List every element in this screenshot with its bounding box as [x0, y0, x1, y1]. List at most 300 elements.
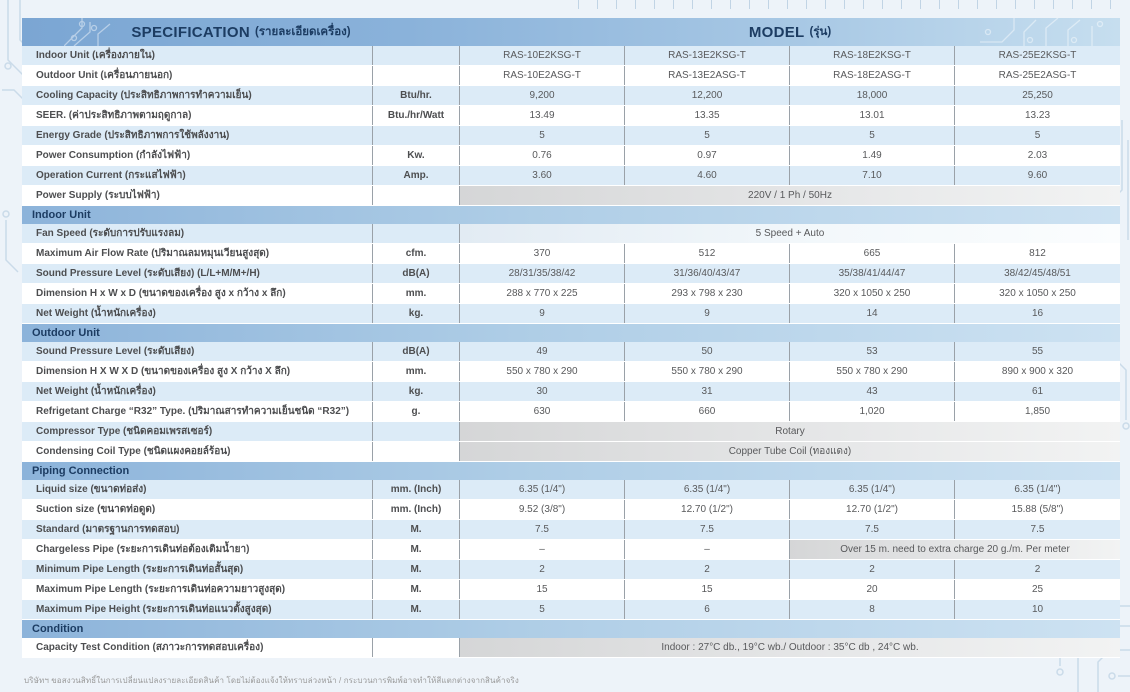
- value-cell|values.0: [460, 284, 625, 303]
- value-cell|values.3: [955, 480, 1120, 499]
- value-cell-text: 9: [704, 308, 710, 319]
- value-cell-text: 320 x 1050 x 250: [833, 288, 911, 299]
- value-cell-text: 31/36/40/43/47: [673, 268, 741, 279]
- unit-cell|unit: [373, 304, 460, 323]
- value-cell-text: 5: [869, 130, 875, 141]
- value-cell-text: 49: [536, 346, 548, 357]
- value-cell|values.1: [625, 342, 790, 361]
- value-cell|values.0: [460, 560, 625, 579]
- unit-cell|unit: [373, 480, 460, 499]
- model-title: MODEL: [748, 23, 805, 41]
- unit-cell-text: M.: [410, 604, 422, 615]
- value-cell-text: 10: [1031, 604, 1044, 615]
- value-cell-text: 5: [539, 130, 545, 141]
- value-cell-text: 8: [869, 604, 875, 615]
- value-cell|values.0: [460, 382, 625, 401]
- unit-cell|unit: [373, 166, 460, 185]
- value-cell-text: 53: [866, 346, 878, 357]
- header-circuit-icon-right: [980, 18, 1110, 46]
- value-cell|values.2: [790, 106, 955, 125]
- unit-cell|unit: [373, 500, 460, 519]
- value-cell-text: 31: [701, 386, 713, 397]
- row-label|label: [22, 638, 373, 657]
- unit-cell-text: Btu./hr/Watt: [387, 110, 445, 121]
- value-cell|values.1: [625, 264, 790, 283]
- value-cell|values.2: [790, 362, 955, 381]
- table-row: [22, 422, 1120, 442]
- row-label|label: [22, 520, 373, 539]
- value-cell|values.3: [955, 126, 1120, 145]
- row-label-text: Net Weight (น้ำหนักเครื่อง): [36, 386, 156, 397]
- merged-value-cell|merged: [460, 638, 1120, 657]
- row-label-text: Sound Pressure Level (ระดับเสียง): [36, 346, 195, 357]
- value-cell-text: 7.5: [700, 524, 714, 535]
- table-row: [22, 126, 1120, 146]
- row-label|label: [22, 126, 373, 145]
- row-label-text: Capacity Test Condition (สภาวะการทดสอบเครื่อง): [36, 642, 264, 653]
- value-cell|values.1: [625, 382, 790, 401]
- unit-cell|unit: [373, 46, 460, 65]
- value-cell-text: 30: [536, 386, 548, 397]
- value-cell-text: –: [704, 544, 710, 555]
- value-cell|values.0: [460, 264, 625, 283]
- unit-cell|unit: [373, 284, 460, 303]
- table-row: [22, 520, 1120, 540]
- table-row: [22, 284, 1120, 304]
- value-cell-text: 43: [866, 386, 878, 397]
- table-row: [22, 540, 1120, 560]
- unit-cell-text: dB(A): [402, 346, 430, 357]
- value-cell-text: 6.35 (1/4"): [683, 484, 731, 495]
- value-cell-text: 55: [1031, 346, 1044, 357]
- row-label|label: [22, 560, 373, 579]
- table-row: [22, 480, 1120, 500]
- value-cell-text: 812: [1029, 248, 1046, 259]
- value-cell-text: –: [539, 544, 545, 555]
- table-row: [22, 224, 1120, 244]
- value-cell|values.1: [625, 126, 790, 145]
- unit-cell-text: dB(A): [402, 268, 430, 279]
- value-cell-text: 6: [704, 604, 710, 615]
- value-cell-text: 35/38/41/44/47: [838, 268, 906, 279]
- value-cell|values.1: [625, 66, 790, 85]
- value-cell|values.0: [460, 480, 625, 499]
- row-label-text: Dimension H X W X D (ขนาดของเครื่อง สูง X กว้าง X ลึก): [36, 366, 291, 377]
- unit-cell-text: mm. (Inch): [390, 484, 442, 495]
- value-cell-text: 550 x 780 x 290: [836, 366, 908, 377]
- value-cell|values.0: [460, 66, 625, 85]
- value-cell|values.2: [790, 244, 955, 263]
- value-cell-text: 2: [1034, 564, 1041, 575]
- value-cell-text: 12.70 (1/2"): [681, 504, 733, 515]
- value-cell-text: 28/31/35/38/42: [508, 268, 576, 279]
- value-cell-text: RAS-18E2KSG-T: [833, 50, 911, 61]
- value-cell|values.3: [955, 106, 1120, 125]
- value-cell|values.1: [625, 600, 790, 619]
- row-label|label: [22, 284, 373, 303]
- merged-value-cell|merged: [460, 442, 1120, 461]
- table-row: [22, 382, 1120, 402]
- value-cell|values.1: [625, 166, 790, 185]
- unit-cell-text: cfm.: [405, 248, 427, 259]
- value-cell|values.2: [790, 46, 955, 65]
- value-cell|values.2: [790, 66, 955, 85]
- value-cell-text: 890 x 900 x 320: [1001, 366, 1074, 377]
- unit-cell-text: kg.: [408, 386, 424, 397]
- value-cell|values.2: [790, 480, 955, 499]
- table-row: [22, 166, 1120, 186]
- unit-cell|unit: [373, 442, 460, 461]
- value-cell|values.0: [460, 402, 625, 421]
- table-row: [22, 342, 1120, 362]
- unit-cell|unit: [373, 264, 460, 283]
- value-cell|values.0: [460, 166, 625, 185]
- value-cell-text: RAS-25E2KSG-T: [998, 50, 1077, 61]
- value-cell|values.1: [625, 520, 790, 539]
- row-label|label: [22, 166, 373, 185]
- value-cell|values.2: [790, 284, 955, 303]
- row-label|label: [22, 382, 373, 401]
- value-cell-text: 5: [539, 604, 545, 615]
- value-cell-text: 7.5: [865, 524, 879, 535]
- value-cell|values.1: [625, 304, 790, 323]
- value-cell|values.0: [460, 500, 625, 519]
- row-label-text: Liquid size (ขนาดท่อส่ง): [36, 484, 147, 495]
- value-cell|values.1: [625, 362, 790, 381]
- value-cell|values.0: [460, 580, 625, 599]
- value-cell|values.1: [625, 580, 790, 599]
- value-cell|values.1: [625, 540, 790, 559]
- value-cell|values.2: [790, 86, 955, 105]
- value-cell-text: 2: [539, 564, 545, 575]
- value-cell-text: 25,250: [1022, 90, 1053, 101]
- value-cell-text: 5: [1034, 130, 1041, 141]
- unit-cell|unit: [373, 560, 460, 579]
- value-cell-text: 1,020: [859, 406, 885, 417]
- value-cell|values.3: [955, 264, 1120, 283]
- row-label-text: Chargeless Pipe (ระยะการเดินท่อต้องเติมน้ำยา): [36, 544, 250, 555]
- table-row: [22, 304, 1120, 324]
- table-row: [22, 500, 1120, 520]
- value-cell|values.3: [955, 342, 1120, 361]
- value-cell|values.3: [955, 362, 1120, 381]
- value-cell-text: 550 x 780 x 290: [671, 366, 743, 377]
- row-label-text: Power Consumption (กำลังไฟฟ้า): [36, 150, 191, 161]
- value-cell-text: 61: [1031, 386, 1044, 397]
- unit-cell-text: Amp.: [403, 170, 429, 181]
- value-cell-text: 9: [539, 308, 545, 319]
- section-header-condition: Condition: [22, 620, 1120, 638]
- row-label-text: Cooling Capacity (ประสิทธิภาพการทำความเย็น): [36, 90, 252, 101]
- value-cell-text: 25: [1031, 584, 1044, 595]
- row-label-text: Fan Speed (ระดับการปรับแรงลม): [36, 228, 185, 239]
- value-cell-text: 20: [866, 584, 878, 595]
- row-label|label: [22, 264, 373, 283]
- row-label-text: Maximum Pipe Length (ระยะการเดินท่อความยาวสูงสุด): [36, 584, 286, 595]
- value-cell|values.0: [460, 146, 625, 165]
- table-row: [22, 186, 1120, 206]
- value-cell-text: 9.60: [1027, 170, 1048, 181]
- value-cell|values.1: [625, 560, 790, 579]
- row-label-text: Condensing Coil Type (ชนิดแผงคอยล์ร้อน): [36, 446, 231, 457]
- row-label|label: [22, 500, 373, 519]
- value-cell-text: 630: [533, 406, 551, 417]
- row-label|label: [22, 580, 373, 599]
- row-label-text: SEER. (ค่าประสิทธิภาพตามฤดูกาล): [36, 110, 192, 121]
- circuit-decoration-top-ticks: [560, 0, 1128, 9]
- spec-title: SPECIFICATION: [131, 23, 250, 41]
- value-cell|values.2: [790, 382, 955, 401]
- row-label-text: Net Weight (น้ำหนักเครื่อง): [36, 308, 156, 319]
- table-row: [22, 146, 1120, 166]
- value-cell-text: 7.5: [535, 524, 549, 535]
- unit-cell|unit: [373, 422, 460, 441]
- value-cell-text: 12,200: [691, 90, 723, 101]
- unit-cell|unit: [373, 342, 460, 361]
- table-row: [22, 86, 1120, 106]
- unit-cell|unit: [373, 520, 460, 539]
- value-cell|values.0: [460, 600, 625, 619]
- value-cell|values.2: [790, 304, 955, 323]
- value-cell-text: 320 x 1050 x 250: [999, 288, 1076, 299]
- merged-tail-cell-text: Over 15 m. need to extra charge 20 g./m. Per meter: [840, 544, 1070, 555]
- value-cell|values.1: [625, 46, 790, 65]
- value-cell-text: 12.70 (1/2"): [846, 504, 898, 515]
- unit-cell|unit: [373, 186, 460, 205]
- value-cell-text: 6.35 (1/4"): [518, 484, 566, 495]
- value-cell|values.0: [460, 540, 625, 559]
- section-header-piping-connection: Piping Connection: [22, 462, 1120, 480]
- value-cell-text: 550 x 780 x 290: [506, 366, 578, 377]
- value-cell|values.0: [460, 520, 625, 539]
- merged-value-cell|merged: [460, 422, 1120, 441]
- unit-cell-text: M.: [410, 584, 422, 595]
- value-cell|values.2: [790, 500, 955, 519]
- value-cell|values.2: [790, 146, 955, 165]
- row-label-text: Maximum Pipe Height (ระยะการเดินท่อแนวตั้งสูงสุด): [36, 604, 272, 615]
- value-cell|values.3: [955, 244, 1120, 263]
- unit-cell-text: M.: [410, 524, 422, 535]
- unit-cell-text: kg.: [408, 308, 424, 319]
- value-cell|values.1: [625, 106, 790, 125]
- value-cell|values.0: [460, 362, 625, 381]
- value-cell-text: 3.60: [532, 170, 552, 181]
- table-row: [22, 362, 1120, 382]
- spec-subtitle: (รายละเอียดเครื่อง): [255, 26, 351, 38]
- value-cell|values.1: [625, 86, 790, 105]
- row-label|label: [22, 342, 373, 361]
- table-row: [22, 580, 1120, 600]
- value-cell|values.3: [955, 580, 1120, 599]
- unit-cell|unit: [373, 540, 460, 559]
- value-cell|values.0: [460, 304, 625, 323]
- value-cell-text: 14: [866, 308, 878, 319]
- value-cell|values.2: [790, 126, 955, 145]
- row-label|label: [22, 146, 373, 165]
- value-cell|values.0: [460, 342, 625, 361]
- value-cell-text: 50: [701, 346, 713, 357]
- unit-cell-text: M.: [410, 564, 422, 575]
- value-cell-text: 7.10: [862, 170, 882, 181]
- unit-cell|unit: [373, 244, 460, 263]
- value-cell-text: 13.35: [694, 110, 720, 121]
- table-row: [22, 638, 1120, 658]
- unit-cell-text: g.: [411, 406, 421, 417]
- row-label|label: [22, 224, 373, 243]
- unit-cell|unit: [373, 66, 460, 85]
- table-row: [22, 402, 1120, 422]
- value-cell|values.0: [460, 106, 625, 125]
- value-cell-text: RAS-10E2ASG-T: [503, 70, 581, 81]
- value-cell-text: 288 x 770 x 225: [506, 288, 578, 299]
- value-cell-text: 16: [1031, 308, 1044, 319]
- row-label-text: Outdoor Unit (เครื่อนภายนอก): [36, 70, 173, 81]
- row-label|label: [22, 186, 373, 205]
- value-cell-text: 0.76: [532, 150, 552, 161]
- model-subtitle: (รุ่น): [809, 26, 832, 38]
- value-cell|values.0: [460, 244, 625, 263]
- row-label|label: [22, 402, 373, 421]
- value-cell-text: RAS-13E2ASG-T: [668, 70, 746, 81]
- unit-cell|unit: [373, 402, 460, 421]
- table-row: [22, 66, 1120, 86]
- section-header-outdoor-unit: Outdoor Unit: [22, 324, 1120, 342]
- value-cell-text: 6.35 (1/4"): [848, 484, 896, 495]
- unit-cell|unit: [373, 638, 460, 657]
- value-cell-text: 293 x 798 x 230: [671, 288, 743, 299]
- table-row: [22, 600, 1120, 620]
- value-cell-text: 4.60: [697, 170, 717, 181]
- value-cell|values.2: [790, 600, 955, 619]
- row-label|label: [22, 422, 373, 441]
- footer-disclaimer: บริษัทฯ ขอสงวนสิทธิ์ในการเปลี่ยนแปลงรายละเอียดสินค้า โดยไม่ต้องแจ้งให้ทราบล่วงหน้า / กระบวนการพิมพ์อาจทำให้สีแตกต่างจากสินค้าจริง: [24, 676, 519, 685]
- value-cell-text: 13.01: [859, 110, 885, 121]
- value-cell|values.2: [790, 166, 955, 185]
- merged-value-cell-text: 220V / 1 Ph / 50Hz: [748, 190, 832, 201]
- value-cell-text: 665: [863, 248, 881, 259]
- table-row: [22, 442, 1120, 462]
- value-cell-text: 2: [869, 564, 875, 575]
- value-cell-text: 7.5: [1030, 524, 1045, 535]
- table-row: [22, 46, 1120, 66]
- value-cell-text: 370: [533, 248, 551, 259]
- row-label-text: Power Supply (ระบบไฟฟ้า): [36, 190, 160, 201]
- row-label|label: [22, 106, 373, 125]
- row-label|label: [22, 86, 373, 105]
- merged-value-cell|merged: [460, 186, 1120, 205]
- value-cell-text: 13.49: [529, 110, 555, 121]
- value-cell|values.2: [790, 402, 955, 421]
- value-cell-text: 9.52 (3/8"): [518, 504, 566, 515]
- row-label-text: Maximum Air Flow Rate (ปริมาณลมหมุนเวียนสูงสุด): [36, 248, 270, 259]
- value-cell|values.2: [790, 520, 955, 539]
- unit-cell|unit: [373, 126, 460, 145]
- unit-cell-text: M.: [410, 544, 422, 555]
- value-cell|values.0: [460, 126, 625, 145]
- value-cell-text: 2.03: [1027, 150, 1048, 161]
- value-cell-text: 9,200: [529, 90, 555, 101]
- merged-tail-cell|merged_tail: [790, 540, 1120, 559]
- value-cell|values.3: [955, 520, 1120, 539]
- spec-table: [22, 18, 1120, 658]
- value-cell|values.3: [955, 304, 1120, 323]
- row-label|label: [22, 304, 373, 323]
- value-cell|values.2: [790, 342, 955, 361]
- value-cell|values.1: [625, 402, 790, 421]
- unit-cell|unit: [373, 86, 460, 105]
- table-body: [22, 46, 1120, 658]
- value-cell-text: RAS-18E2ASG-T: [833, 70, 911, 81]
- value-cell-text: 660: [698, 406, 716, 417]
- unit-cell-text: Btu/hr.: [400, 90, 432, 101]
- row-label-text: Suction size (ขนาดท่อดูด): [36, 504, 156, 515]
- value-cell|values.3: [955, 166, 1120, 185]
- row-label-text: Refrigetant Charge “R32” Type. (ปริมาณสารทำความเย็นชนิด “R32”): [36, 406, 350, 417]
- unit-cell-text: Kw.: [407, 150, 425, 161]
- value-cell|values.3: [955, 600, 1120, 619]
- row-label|label: [22, 362, 373, 381]
- value-cell-text: 0.97: [697, 150, 717, 161]
- row-label-text: Operation Current (กระแสไฟฟ้า): [36, 170, 186, 181]
- merged-value-cell-text: Rotary: [775, 426, 805, 437]
- unit-cell|unit: [373, 580, 460, 599]
- value-cell|values.3: [955, 46, 1120, 65]
- section-header-indoor-unit: Indoor Unit: [22, 206, 1120, 224]
- value-cell|values.2: [790, 264, 955, 283]
- value-cell|values.2: [790, 580, 955, 599]
- row-label-text: Standard (มาตรฐานการทดสอบ): [36, 524, 180, 535]
- value-cell-text: 38/42/45/48/51: [1004, 268, 1071, 279]
- value-cell|values.1: [625, 284, 790, 303]
- value-cell-text: RAS-10E2KSG-T: [503, 50, 581, 61]
- row-label|label: [22, 480, 373, 499]
- value-cell-text: 15.88 (5/8"): [1011, 504, 1064, 515]
- unit-cell|unit: [373, 106, 460, 125]
- unit-cell|unit: [373, 362, 460, 381]
- merged-value-cell-text: Copper Tube Coil (ทองแดง): [728, 446, 852, 457]
- value-cell-text: 5: [704, 130, 710, 141]
- row-label|label: [22, 244, 373, 263]
- value-cell-text: RAS-13E2KSG-T: [668, 50, 746, 61]
- unit-cell|unit: [373, 382, 460, 401]
- table-row: [22, 264, 1120, 284]
- table-row: [22, 106, 1120, 126]
- value-cell|values.3: [955, 86, 1120, 105]
- merged-value-cell-text: 5 Speed + Auto: [755, 228, 825, 239]
- value-cell|values.3: [955, 66, 1120, 85]
- value-cell|values.3: [955, 402, 1120, 421]
- value-cell-text: 6.35 (1/4"): [1014, 484, 1061, 495]
- row-label|label: [22, 66, 373, 85]
- value-cell-text: 15: [701, 584, 713, 595]
- table-header-bar: [22, 18, 1120, 46]
- value-cell-text: 1,850: [1024, 406, 1051, 417]
- value-cell-text: 18,000: [856, 90, 888, 101]
- value-cell|values.3: [955, 560, 1120, 579]
- value-cell|values.0: [460, 46, 625, 65]
- value-cell|values.3: [955, 146, 1120, 165]
- table-row: [22, 244, 1120, 264]
- unit-cell|unit: [373, 224, 460, 243]
- row-label|label: [22, 46, 373, 65]
- merged-value-cell|merged: [460, 224, 1120, 243]
- value-cell|values.3: [955, 500, 1120, 519]
- unit-cell-text: mm. (Inch): [390, 504, 442, 515]
- unit-cell-text: mm.: [405, 288, 427, 299]
- unit-cell|unit: [373, 600, 460, 619]
- value-cell|values.2: [790, 560, 955, 579]
- value-cell|values.1: [625, 500, 790, 519]
